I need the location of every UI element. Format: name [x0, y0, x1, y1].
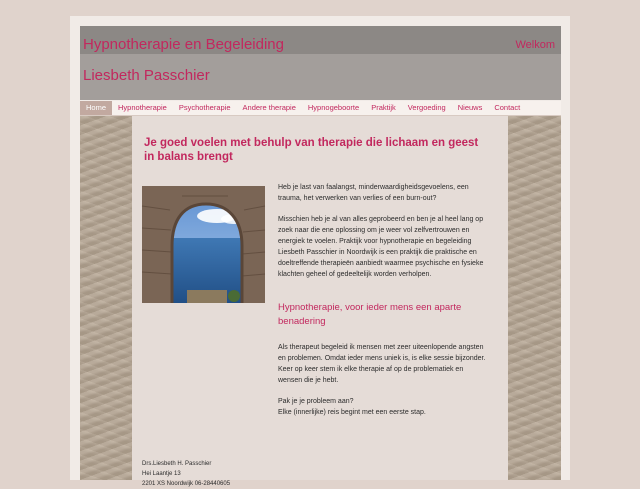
main-nav	[80, 101, 561, 116]
main-content	[132, 116, 508, 487]
site-header	[80, 26, 561, 100]
stone-arch-photo	[142, 186, 265, 303]
nav-item-contact[interactable]: Contact	[494, 103, 521, 112]
nav-item-hypnogeboorte[interactable]: Hypnogeboorte	[307, 103, 360, 112]
body-paragraph-3: Elke (innerlijke) reis begint met een eerste stap.	[278, 409, 426, 416]
site-title[interactable]: Hypnotherapie en Begeleiding	[83, 36, 284, 53]
footer-city-phone: 2201 XS Noordwijk 06-28440605	[142, 481, 231, 487]
intro-text	[278, 182, 486, 290]
body-paragraph-1: Als therapeut begeleid ik mensen met zeer uiteenlopende angsten en problemen. Omdat ieder mens uniek is, is elke sessie bijzonder. Keer op keer stem ik elke therapie af op de problematiek en wensen die je hebt.	[278, 344, 486, 384]
nav-item-psychotherapie[interactable]: Psychotherapie	[178, 103, 231, 112]
body-paragraph-2: Pak je je probleem aan?	[278, 398, 354, 405]
body-text	[278, 342, 488, 428]
nav-item-vergoeding[interactable]: Vergoeding	[407, 103, 446, 112]
page-headline: Je goed voelen met behulp van therapie die lichaam en geest in balans brengt	[144, 137, 479, 163]
page-container	[70, 16, 570, 487]
contact-footer	[142, 459, 342, 489]
section-subheading: Hypnotherapie, voor ieder mens een aparte benadering	[278, 302, 462, 327]
nav-item-andere-therapie[interactable]: Andere therapie	[242, 103, 296, 112]
nav-item-hypnotherapie[interactable]: Hypnotherapie	[118, 103, 167, 112]
nav-item-nieuws[interactable]: Nieuws	[457, 103, 483, 112]
stone-arch-illustration	[142, 186, 265, 303]
intro-paragraph-2: Misschien heb je al van alles geprobeerd en ben je al heel lang op zoek naar die ene oplossing om je weer vol zelfvertrouwen en energiek te voelen. Praktijk voor hypnotherapie en begeleiding Liesbeth Passchier in Noordwijk is een praktijk die praktische en doeltreffende therapieën aanbiedt waarmee psychische en fysieke klachten geheel of gedeeltelijk worden verholpen.	[278, 216, 484, 278]
nav-item-home[interactable]: Home	[80, 101, 112, 115]
sand-texture-left	[80, 116, 132, 480]
footer-street: Hei Laantje 13	[142, 471, 181, 477]
nav-item-praktijk[interactable]: Praktijk	[371, 103, 396, 112]
sand-texture-right	[508, 116, 561, 480]
welcome-label: Welkom	[515, 39, 555, 51]
site-subtitle: Liesbeth Passchier	[83, 67, 210, 84]
intro-paragraph-1: Heb je last van faalangst, minderwaardigheidsgevoelens, een trauma, het verwerken van verlies of een burn-out?	[278, 184, 469, 202]
footer-name: Drs.Liesbeth H. Passchier	[142, 461, 212, 467]
